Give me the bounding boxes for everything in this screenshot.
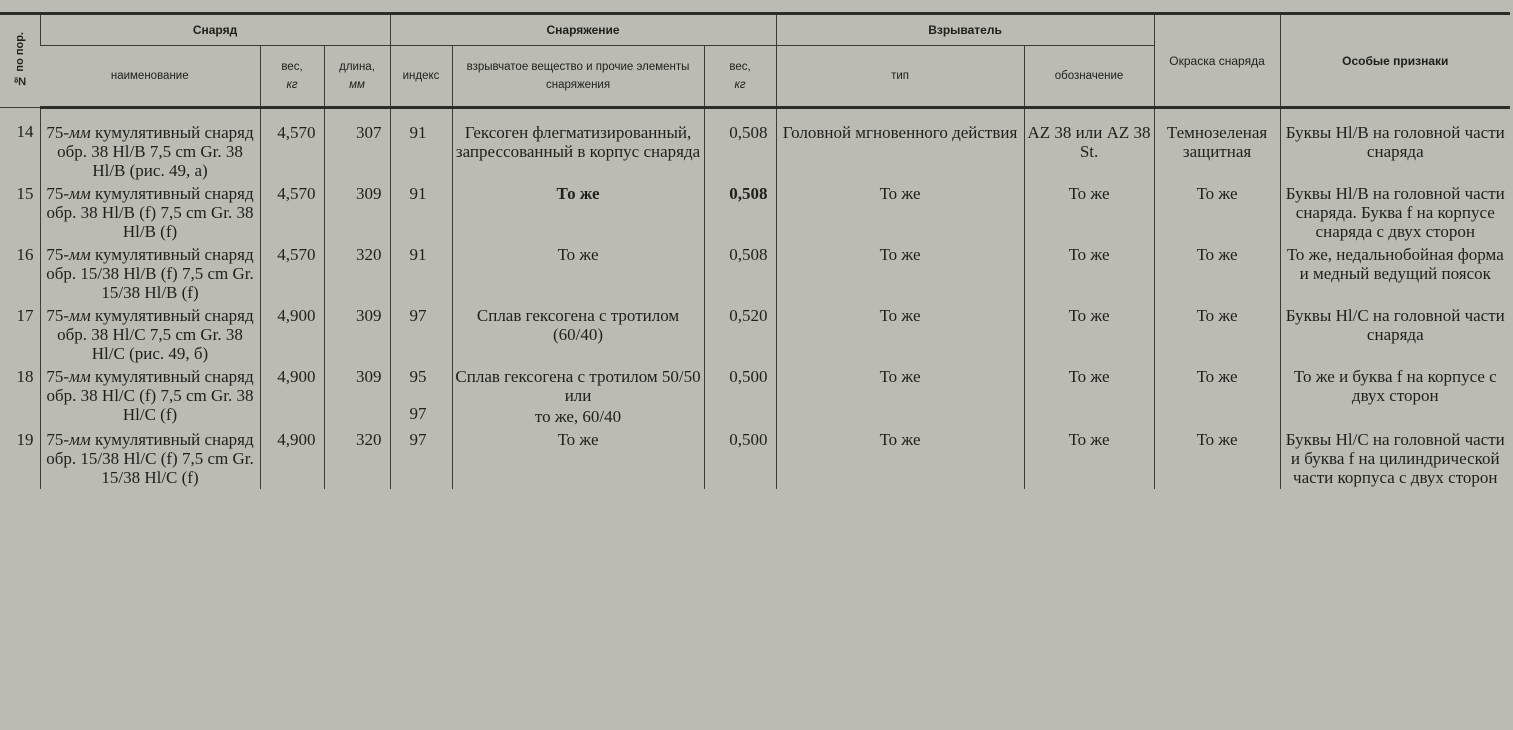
charge-explosive-alt: то же, 60/40 [534, 407, 622, 426]
shell-length: 320 [324, 428, 390, 489]
table-row [0, 365, 1510, 428]
header-shell: Снаряд [40, 14, 390, 46]
charge-index: 91 [390, 182, 452, 243]
shell-name: 75-мм кумулятивный снаряд обр. 38 Hl/B 7,5 cm Gr. 38 Hl/B (рис. 49, а) [40, 108, 260, 183]
special-features: Буквы Hl/C на головной части и буква f на цилиндрической части корпуса с двух сторон [1280, 428, 1510, 489]
shell-length: 320 [324, 243, 390, 304]
header-shell-length: длина, мм [324, 46, 390, 108]
charge-explosive: Сплав гексогена с тротилом (60/40) [452, 304, 704, 365]
header-num: № по пор. [0, 14, 40, 108]
header-color: Окраска снаряда [1154, 14, 1280, 108]
fuze-designation: То же [1024, 428, 1154, 489]
fuze-type: То же [776, 243, 1024, 304]
table-row [0, 304, 1510, 365]
shell-weight: 4,900 [260, 304, 324, 365]
row-number: 15 [16, 184, 34, 203]
charge-index [390, 365, 452, 428]
charge-index-alt: 97 [409, 404, 427, 423]
shell-color: То же [1154, 365, 1280, 428]
charge-weight: 0,508 [704, 243, 776, 304]
header-fuze-designation: обозначение [1024, 46, 1154, 108]
header-charge-index: индекс [390, 46, 452, 108]
table-row [0, 182, 1510, 243]
fuze-type: Головной мгновенного действия [776, 108, 1024, 183]
shell-name: 75-мм кумулятивный снаряд обр. 38 Hl/C (f) 7,5 cm Gr. 38 Hl/C (f) [40, 365, 260, 428]
charge-explosive: То же [452, 428, 704, 489]
charge-index: 97 [390, 428, 452, 489]
header-fuze-type: тип [776, 46, 1024, 108]
fuze-designation: AZ 38 или AZ 38 St. [1024, 108, 1154, 183]
fuze-type: То же [776, 365, 1024, 428]
shell-color: То же [1154, 243, 1280, 304]
charge-weight: 0,500 [704, 365, 776, 428]
row-number: 14 [16, 122, 34, 141]
shell-weight: 4,900 [260, 428, 324, 489]
shell-weight: 4,570 [260, 108, 324, 183]
charge-weight: 0,508 [704, 108, 776, 183]
charge-index: 91 [390, 108, 452, 183]
charge-weight: 0,520 [704, 304, 776, 365]
special-features: Буквы Hl/B на головной части снаряда [1280, 108, 1510, 183]
row-number: 16 [16, 245, 34, 264]
header-charge: Снаряжение [390, 14, 776, 46]
row-number: 17 [16, 306, 34, 325]
fuze-designation: То же [1024, 304, 1154, 365]
row-number: 19 [16, 430, 34, 449]
shell-length: 309 [324, 304, 390, 365]
shell-length: 307 [324, 108, 390, 183]
charge-explosive [452, 365, 704, 428]
table-row [0, 428, 1510, 489]
fuze-designation: То же [1024, 182, 1154, 243]
charge-index-primary: 95 [409, 367, 427, 386]
special-features: То же, недальнобойная форма и медный ведущий поясок [1280, 243, 1510, 304]
shell-length: 309 [324, 182, 390, 243]
header-charge-explosive: взрывчатое вещество и прочие элементы снаряжения [452, 46, 704, 108]
fuze-designation: То же [1024, 365, 1154, 428]
special-features: То же и буква f на корпусе с двух сторон [1280, 365, 1510, 428]
shell-color: Темнозеленая защитная [1154, 108, 1280, 183]
fuze-designation: То же [1024, 243, 1154, 304]
shell-color: То же [1154, 182, 1280, 243]
shell-name: 75-мм кумулятивный снаряд обр. 15/38 Hl/B (f) 7,5 cm Gr. 15/38 Hl/B (f) [40, 243, 260, 304]
shell-color: То же [1154, 304, 1280, 365]
header-charge-weight: вес, кг [704, 46, 776, 108]
charge-index: 97 [390, 304, 452, 365]
table-row [0, 108, 1510, 183]
special-features: Буквы Hl/C на головной части снаряда [1280, 304, 1510, 365]
shell-length: 309 [324, 365, 390, 428]
charge-index: 91 [390, 243, 452, 304]
ammunition-table [0, 12, 1510, 489]
shell-name: 75-мм кумулятивный снаряд обр. 38 Hl/C 7,5 cm Gr. 38 Hl/C (рис. 49, б) [40, 304, 260, 365]
shell-weight: 4,900 [260, 365, 324, 428]
special-features: Буквы Hl/B на головной части снаряда. Буква f на корпусе снаряда с двух сторон [1280, 182, 1510, 243]
header-shell-weight: вес, кг [260, 46, 324, 108]
header-shell-name: наименование [40, 46, 260, 108]
header-features: Особые признаки [1280, 14, 1510, 108]
charge-weight: 0,508 [704, 182, 776, 243]
charge-weight: 0,500 [704, 428, 776, 489]
shell-name: 75-мм кумулятивный снаряд обр. 38 Hl/B (f) 7,5 cm Gr. 38 Hl/B (f) [40, 182, 260, 243]
table-row [0, 243, 1510, 304]
fuze-type: То же [776, 182, 1024, 243]
shell-weight: 4,570 [260, 182, 324, 243]
row-number: 18 [16, 367, 34, 386]
charge-explosive-primary: Сплав гексогена с тротилом 50/50 или [455, 367, 701, 405]
header-fuze: Взрыватель [776, 14, 1154, 46]
fuze-type: То же [776, 304, 1024, 365]
charge-explosive: То же [452, 182, 704, 243]
shell-name: 75-мм кумулятивный снаряд обр. 15/38 Hl/C (f) 7,5 cm Gr. 15/38 Hl/C (f) [40, 428, 260, 489]
charge-explosive: То же [452, 243, 704, 304]
fuze-type: То же [776, 428, 1024, 489]
charge-explosive: Гексоген флегматизированный, запрессованный в корпус снаряда [452, 108, 704, 183]
shell-color: То же [1154, 428, 1280, 489]
shell-weight: 4,570 [260, 243, 324, 304]
